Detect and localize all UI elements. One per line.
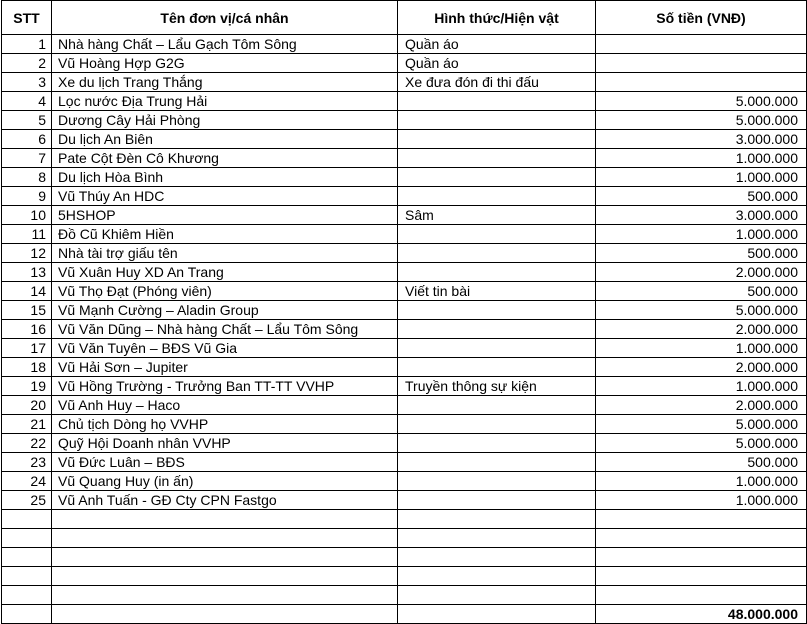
blank-cell	[52, 586, 398, 605]
cell-stt: 23	[2, 453, 52, 472]
table-row	[2, 491, 807, 510]
cell-amount: 1.000.000	[596, 149, 807, 168]
cell-stt: 5	[2, 111, 52, 130]
blank-cell	[398, 529, 596, 548]
cell-form: Viết tin bài	[398, 282, 596, 301]
cell-stt: 7	[2, 149, 52, 168]
cell-name: Vũ Anh Tuấn - GĐ Cty CPN Fastgo	[52, 491, 398, 510]
cell-form	[398, 453, 596, 472]
table-row	[2, 244, 807, 263]
cell-name: Dương Cây Hải Phòng	[52, 111, 398, 130]
header-form: Hình thức/Hiện vật	[398, 1, 596, 35]
cell-stt: 1	[2, 35, 52, 54]
cell-stt: 22	[2, 434, 52, 453]
cell-form	[398, 320, 596, 339]
cell-stt: 3	[2, 73, 52, 92]
blank-cell	[52, 510, 398, 529]
table-row	[2, 396, 807, 415]
table-body	[2, 35, 807, 624]
cell-form: Xe đưa đón đi thi đấu	[398, 73, 596, 92]
cell-stt: 9	[2, 187, 52, 206]
cell-form: Quần áo	[398, 54, 596, 73]
blank-cell	[2, 605, 52, 624]
table-row	[2, 92, 807, 111]
cell-stt: 25	[2, 491, 52, 510]
cell-name: Du lịch An Biên	[52, 130, 398, 149]
sponsor-table	[1, 0, 807, 624]
cell-name: Nhà tài trợ giấu tên	[52, 244, 398, 263]
cell-amount: 3.000.000	[596, 206, 807, 225]
cell-amount: 500.000	[596, 187, 807, 206]
cell-amount: 500.000	[596, 282, 807, 301]
blank-cell	[2, 567, 52, 586]
header-amount: Số tiền (VNĐ)	[596, 1, 807, 35]
table-row	[2, 35, 807, 54]
cell-form	[398, 225, 596, 244]
cell-amount	[596, 35, 807, 54]
blank-cell	[596, 548, 807, 567]
cell-name: Đồ Cũ Khiêm Hiền	[52, 225, 398, 244]
cell-name: Vũ Thúy An HDC	[52, 187, 398, 206]
table-row	[2, 472, 807, 491]
cell-form	[398, 92, 596, 111]
cell-amount: 5.000.000	[596, 92, 807, 111]
cell-amount: 5.000.000	[596, 415, 807, 434]
cell-amount: 500.000	[596, 453, 807, 472]
cell-name: Nhà hàng Chất – Lẩu Gạch Tôm Sông	[52, 35, 398, 54]
cell-amount: 3.000.000	[596, 130, 807, 149]
cell-form	[398, 472, 596, 491]
cell-form: Quần áo	[398, 35, 596, 54]
blank-cell	[52, 567, 398, 586]
cell-amount: 1.000.000	[596, 491, 807, 510]
total-row	[2, 605, 807, 624]
cell-name: Vũ Văn Dũng – Nhà hàng Chất – Lẩu Tôm Sông	[52, 320, 398, 339]
cell-name: Quỹ Hội Doanh nhân VVHP	[52, 434, 398, 453]
cell-stt: 2	[2, 54, 52, 73]
cell-name: Vũ Xuân Huy XD An Trang	[52, 263, 398, 282]
cell-amount: 1.000.000	[596, 377, 807, 396]
blank-cell	[596, 586, 807, 605]
table-row	[2, 358, 807, 377]
table-row	[2, 73, 807, 92]
table-row	[2, 225, 807, 244]
cell-form: Sâm	[398, 206, 596, 225]
cell-form	[398, 130, 596, 149]
cell-name: Vũ Văn Tuyên – BĐS Vũ Gia	[52, 339, 398, 358]
cell-stt: 4	[2, 92, 52, 111]
cell-amount: 5.000.000	[596, 301, 807, 320]
table-row	[2, 282, 807, 301]
cell-amount: 2.000.000	[596, 358, 807, 377]
cell-name: 5HSHOP	[52, 206, 398, 225]
cell-name: Vũ Đức Luân – BĐS	[52, 453, 398, 472]
table-row	[2, 187, 807, 206]
cell-name: Xe du lịch Trang Thắng	[52, 73, 398, 92]
cell-amount: 2.000.000	[596, 263, 807, 282]
cell-stt: 19	[2, 377, 52, 396]
table-row	[2, 339, 807, 358]
blank-cell	[52, 605, 398, 624]
cell-form	[398, 358, 596, 377]
cell-name: Vũ Mạnh Cường – Aladin Group	[52, 301, 398, 320]
table-row	[2, 111, 807, 130]
cell-form: Truyền thông sự kiện	[398, 377, 596, 396]
cell-amount: 1.000.000	[596, 472, 807, 491]
total-amount: 48.000.000	[596, 605, 807, 624]
header-stt: STT	[2, 1, 52, 35]
table-row	[2, 453, 807, 472]
cell-amount: 500.000	[596, 244, 807, 263]
blank-cell	[398, 605, 596, 624]
cell-name: Vũ Hoàng Hợp G2G	[52, 54, 398, 73]
table-row	[2, 54, 807, 73]
cell-name: Vũ Hồng Trường - Trưởng Ban TT-TT VVHP	[52, 377, 398, 396]
cell-amount	[596, 73, 807, 92]
blank-row	[2, 548, 807, 567]
blank-cell	[398, 586, 596, 605]
cell-amount: 2.000.000	[596, 320, 807, 339]
cell-stt: 21	[2, 415, 52, 434]
blank-row	[2, 586, 807, 605]
blank-cell	[596, 510, 807, 529]
cell-form	[398, 149, 596, 168]
cell-stt: 17	[2, 339, 52, 358]
cell-form	[398, 187, 596, 206]
table-row	[2, 301, 807, 320]
cell-name: Lọc nước Địa Trung Hải	[52, 92, 398, 111]
cell-stt: 24	[2, 472, 52, 491]
cell-form	[398, 263, 596, 282]
table-row	[2, 415, 807, 434]
blank-cell	[398, 567, 596, 586]
cell-amount: 1.000.000	[596, 168, 807, 187]
cell-form	[398, 244, 596, 263]
blank-cell	[596, 567, 807, 586]
blank-cell	[52, 548, 398, 567]
cell-stt: 6	[2, 130, 52, 149]
cell-stt: 10	[2, 206, 52, 225]
cell-name: Du lịch Hòa Bình	[52, 168, 398, 187]
blank-row	[2, 529, 807, 548]
table-row	[2, 168, 807, 187]
cell-name: Vũ Quang Huy (in ấn)	[52, 472, 398, 491]
cell-form	[398, 339, 596, 358]
cell-amount: 5.000.000	[596, 434, 807, 453]
header-name: Tên đơn vị/cá nhân	[52, 1, 398, 35]
blank-cell	[2, 510, 52, 529]
blank-cell	[398, 510, 596, 529]
blank-cell	[398, 548, 596, 567]
cell-form	[398, 396, 596, 415]
cell-form	[398, 168, 596, 187]
cell-name: Vũ Hải Sơn – Jupiter	[52, 358, 398, 377]
cell-stt: 11	[2, 225, 52, 244]
cell-stt: 14	[2, 282, 52, 301]
header-row	[2, 1, 807, 35]
cell-form	[398, 111, 596, 130]
table-row	[2, 149, 807, 168]
table-row	[2, 377, 807, 396]
cell-name: Vũ Thọ Đạt (Phóng viên)	[52, 282, 398, 301]
blank-row	[2, 510, 807, 529]
blank-cell	[2, 586, 52, 605]
table-row	[2, 320, 807, 339]
cell-amount: 1.000.000	[596, 225, 807, 244]
cell-name: Chủ tịch Dòng họ VVHP	[52, 415, 398, 434]
blank-cell	[596, 529, 807, 548]
table-row	[2, 130, 807, 149]
table-row	[2, 263, 807, 282]
cell-stt: 16	[2, 320, 52, 339]
cell-stt: 18	[2, 358, 52, 377]
cell-amount	[596, 54, 807, 73]
cell-form	[398, 491, 596, 510]
cell-form	[398, 434, 596, 453]
cell-name: Vũ Anh Huy – Haco	[52, 396, 398, 415]
blank-cell	[52, 529, 398, 548]
table-row	[2, 206, 807, 225]
cell-amount: 1.000.000	[596, 339, 807, 358]
cell-stt: 20	[2, 396, 52, 415]
cell-form	[398, 415, 596, 434]
cell-name: Pate Cột Đèn Cô Khương	[52, 149, 398, 168]
cell-amount: 2.000.000	[596, 396, 807, 415]
cell-stt: 15	[2, 301, 52, 320]
blank-cell	[2, 548, 52, 567]
cell-stt: 8	[2, 168, 52, 187]
cell-form	[398, 301, 596, 320]
table-row	[2, 434, 807, 453]
cell-stt: 13	[2, 263, 52, 282]
blank-row	[2, 567, 807, 586]
cell-stt: 12	[2, 244, 52, 263]
cell-amount: 5.000.000	[596, 111, 807, 130]
blank-cell	[2, 529, 52, 548]
